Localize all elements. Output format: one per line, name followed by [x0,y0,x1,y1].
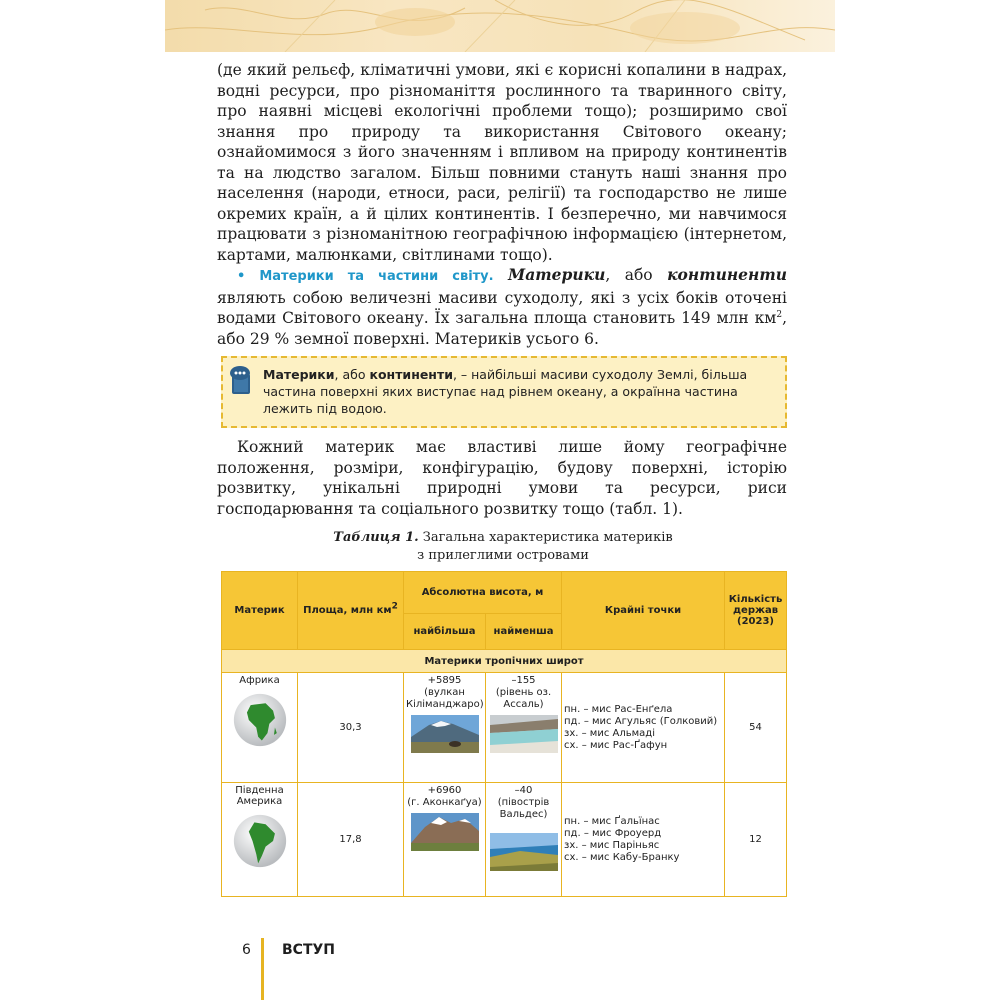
page-number: 6 [242,942,251,958]
chapter-title: ВСТУП [282,942,336,958]
cell-points [562,673,725,783]
def-term1: Материки [263,367,335,382]
header-states: Кількість держав (2023) [725,572,787,650]
text-fragment: , або [605,266,668,284]
caption-line1: Загальна характеристика материків [418,530,673,545]
table-caption [220,529,786,565]
point-west: зх. – мис Паріньяс [564,839,660,851]
aconcagua-photo [411,813,479,851]
high-note: (вулкан Кіліманджаро) [406,687,484,710]
cell-highest [404,783,486,897]
cell-lowest [486,783,562,897]
cell-highest [404,673,486,783]
low-value: –155 [511,675,536,686]
cell-area: 17,8 [298,783,404,897]
point-east: сх. – мис Рас-Ґафун [564,739,668,751]
lake-assal-photo [490,715,558,753]
continents-paragraph [217,265,787,349]
point-west: зх. – мис Альмаді [564,727,655,739]
continent-name: Південна Америка [235,785,284,807]
point-south: пд. – мис Фроуерд [564,827,662,839]
continent-name: Африка [239,675,280,686]
cell-states: 12 [725,783,787,897]
features-paragraph: Кожний материк має властиві лише йому географічне положення, розміри, конфігурацію, будову поверхні, історію розвитку, унікальні природні умови та ресурси, риси господарювання та соціального розвитку тощо (табл. 1). [217,438,787,518]
cell-continent [222,783,298,897]
low-value-number: –40 [514,785,533,796]
map-banner [165,0,835,52]
low-value [488,785,559,821]
book-chat-icon [229,365,255,395]
caption-line2: з прилеглими островами [417,548,589,563]
cell-states: 54 [725,673,787,783]
point-north: пн. – мис Ґальїнас [564,815,660,827]
africa-globe-icon [232,692,288,748]
definition-text [263,366,778,417]
header-points: Крайні точки [562,572,725,650]
point-south: пд. – мис Агульяс (Голковий) [564,715,718,727]
header-area [298,572,404,650]
header-continent: Материк [222,572,298,650]
header-area-label: Площа, млн км [303,605,392,616]
valdes-peninsula-photo [490,833,558,871]
point-north: пн. – мис Рас-Енґела [564,703,673,715]
south-america-globe-icon [232,813,288,869]
high-value: +5895 [427,675,462,686]
def-fragment: , – найбільші масиви суходолу Землі, більша частина поверхні яких виступає над рівнем океану, а окраїнна частина лежить під водою. [263,367,748,416]
cell-area: 30,3 [298,673,404,783]
low-note: (півострів Вальдес) [497,797,550,820]
term-materyky: Материки [508,265,606,284]
header-height: Абсолютна висота, м [404,572,562,614]
term-kontynenty: континенти [667,265,787,284]
text-fragment: , або 29 % земної поверхні. Материків усього 6. [217,309,787,348]
header-highest: найбільша [404,614,486,650]
intro-paragraph: (де який рельєф, кліматичні умови, які є корисні копалини в надрах, водні ресурси, про різноманіття рослинного та тваринного світу, про наявні місцеві екологічні проблеми тощо); розширимо свої знання про природу та використання Світового океану; ознайомимося з його значенням і впливом на природу континентів та на людство загалом. Більш повними стануть наші знання про населення (народи, етноси, раси, релігії) та господарство не лише окремих країн, а й цілих континентів. І безперечно, ми навчимося працювати з різноманітною географічною інформацією (інтернетом, картами, малюнками, світлинами тощо). [217,61,787,264]
text-fragment: являють собою величезні масиви суходолу, які з усіх боків оточені водами Світового океану. Їх загальна площа становить 149 млн км [217,288,787,327]
kilimanjaro-photo [411,715,479,753]
header-area-sup: 2 [391,601,398,612]
high-note: (г. Аконкаґуа) [407,797,482,808]
definition-box [221,356,787,428]
caption-label: Таблиця 1. [333,530,419,545]
table-row-south-america [222,783,787,897]
table-row-africa [222,673,787,783]
superscript: 2 [776,309,783,320]
footer-divider [261,938,264,1000]
section-lead: • Материки та частини світу. [237,269,494,284]
header-lowest: найменша [486,614,562,650]
continents-table [221,571,787,897]
section-row: Материки тропічних широт [222,650,787,673]
low-note: (рівень оз. Ассаль) [495,687,552,710]
def-term2: континенти [369,367,453,382]
cell-lowest [486,673,562,783]
point-east: сх. – мис Кабу-Бранку [564,851,680,863]
cell-points [562,783,725,897]
cell-continent [222,673,298,783]
def-fragment: , або [334,367,370,382]
high-value: +6960 [427,785,462,796]
world-map-decoration [165,0,835,52]
